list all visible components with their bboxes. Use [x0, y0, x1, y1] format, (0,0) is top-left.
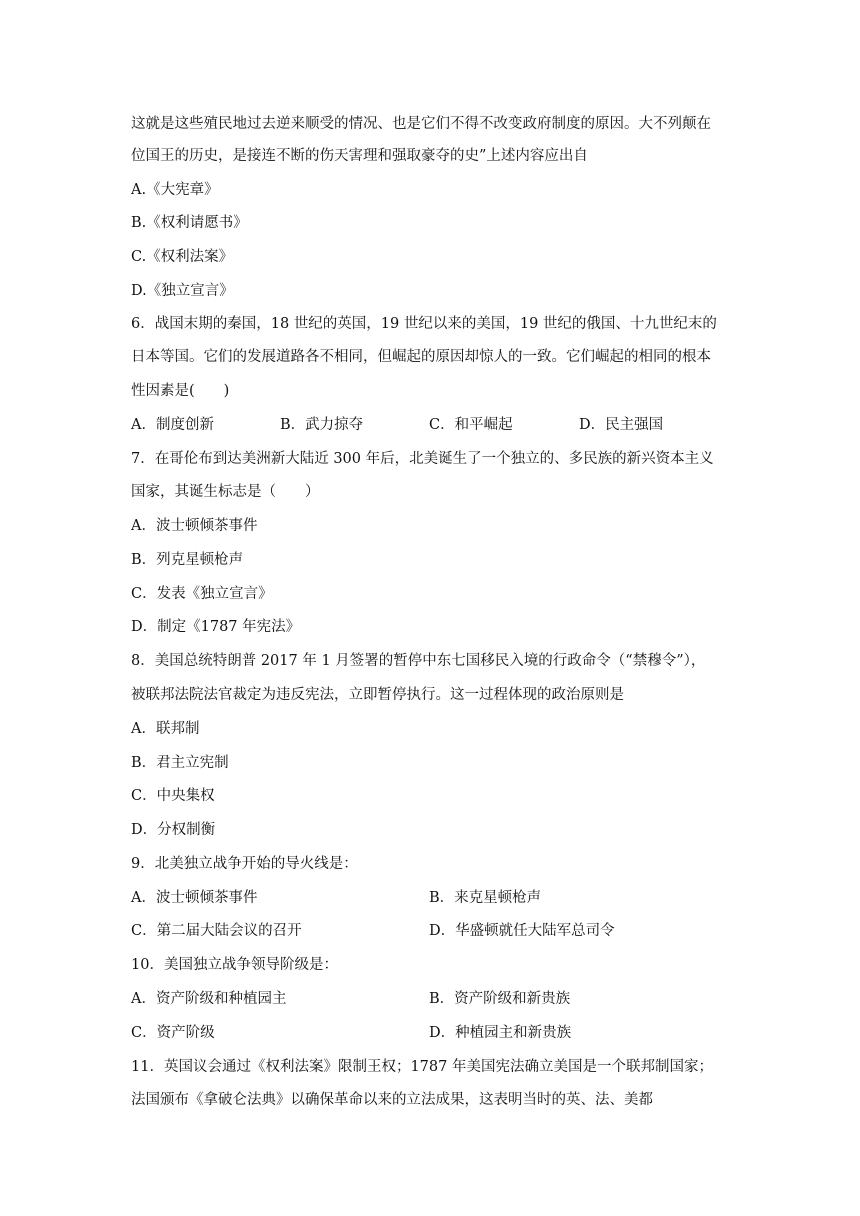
q8-option-c: C．中央集权 — [131, 788, 215, 804]
q8-stem-line-2: 被联邦法院法官裁定为违反宪法，立即暂停执行。这一过程体现的政治原则是 — [131, 687, 624, 703]
q5-option-b: B.《权利请愿书》 — [131, 215, 248, 231]
q6-option-b: B．武力掠夺 — [280, 417, 364, 433]
q10-option-c: C．资产阶级 — [131, 1025, 215, 1041]
q10-option-b: B．资产阶级和新贵族 — [429, 991, 571, 1007]
q9-option-d: D．华盛顿就任大陆军总司令 — [429, 923, 615, 939]
q7-option-a: A．波士顿倾茶事件 — [131, 518, 258, 534]
q7-option-b: B．列克星顿枪声 — [131, 552, 244, 568]
q11-stem-line-2: 法国颁布《拿破仑法典》以确保革命以来的立法成果，这表明当时的英、法、美都 — [131, 1092, 653, 1108]
q5-stem-line-2: 位国王的历史，是接连不断的伤天害理和强取豪夺的史”上述内容应出自 — [131, 148, 588, 164]
q9-option-b: B．来克星顿枪声 — [429, 890, 542, 906]
q6-option-c: C．和平崛起 — [429, 417, 513, 433]
q6-stem-line-3: 性因素是( ) — [131, 383, 230, 399]
q8-stem-line-1: 8．美国总统特朗普 2017 年 1 月签署的暂停中东七国移民入境的行政命令（“禁穆令”）， — [131, 653, 706, 669]
q9-option-a: A．波士顿倾茶事件 — [131, 890, 258, 906]
q7-option-d: D．制定《1787 年宪法》 — [131, 619, 301, 635]
q5-option-d: D.《独立宣言》 — [131, 283, 234, 299]
q6-stem-line-1: 6．战国末期的秦国，18 世纪的英国，19 世纪以来的美国，19 世纪的俄国、十九世纪末的 — [131, 316, 717, 332]
q11-stem-line-1: 11．英国议会通过《权利法案》限制王权；1787 年美国宪法确立美国是一个联邦制国家； — [131, 1059, 713, 1075]
q7-option-c: C．发表《独立宣言》 — [131, 586, 273, 602]
q10-option-a: A．资产阶级和种植园主 — [131, 991, 287, 1007]
q10-option-d: D．种植园主和新贵族 — [429, 1025, 572, 1041]
q6-option-d: D．民主强国 — [579, 417, 664, 433]
q6-stem-line-2: 日本等国。它们的发展道路各不相同，但崛起的原因却惊人的一致。它们崛起的相同的根本 — [131, 349, 711, 365]
q5-option-a: A.《大宪章》 — [131, 182, 219, 198]
q5-stem-line-1: 这就是这些殖民地过去逆来顺受的情况、也是它们不得不改变政府制度的原因。大不列颠在 — [131, 116, 711, 132]
q9-stem-line-1: 9．北美独立战争开始的导火线是： — [131, 856, 358, 872]
q6-option-a: A．制度创新 — [131, 417, 214, 433]
q7-stem-line-2: 国家，其诞生标志是（ ） — [131, 484, 320, 500]
q5-option-c: C.《权利法案》 — [131, 249, 234, 265]
q7-stem-line-1: 7．在哥伦布到达美洲新大陆近 300 年后，北美诞生了一个独立的、多民族的新兴资本主义 — [131, 451, 714, 467]
q10-stem-line-1: 10．美国独立战争领导阶级是： — [131, 957, 338, 973]
q8-option-b: B．君主立宪制 — [131, 755, 229, 771]
q8-option-a: A．联邦制 — [131, 721, 200, 737]
q9-option-c: C．第二届大陆会议的召开 — [131, 923, 302, 939]
q8-option-d: D．分权制衡 — [131, 822, 216, 838]
